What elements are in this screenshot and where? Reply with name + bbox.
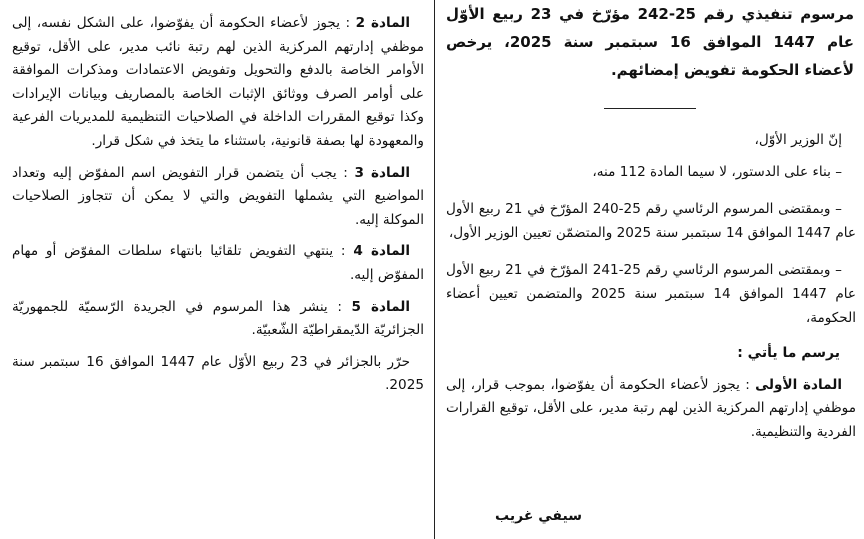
closing-line: حرّر بالجزائر في 23 ربيع الأوّل عام 1447 الموافق 16 سبتمبر سنة 2025.: [12, 353, 424, 394]
article-2: [12, 12, 424, 154]
decree-title: مرسوم تنفيذي رقم 25-242 مؤرّخ في 23 ربيع الأوّل عام 1447 الموافق 16 سبتمبر سنة 2025، يرخص لأعضاء الحكومة تفويض إمضائهم.: [446, 5, 855, 79]
opening-line: إنّ الوزير الأوّل،: [754, 132, 842, 148]
article-4-text: : ينتهي التفويض تلقائيا بانتهاء سلطات المفوّض أو مهام المفوّض إليه.: [12, 243, 424, 283]
article-1-text: : يجوز لأعضاء الحكومة أن يفوّضوا، بموجب قرار، إلى موظفي إدارتهم المركزية الذين لهم رتبة مدير، على الأقل، توقيع القرارات الفردية والتنظيمية.: [446, 376, 856, 440]
article-3-label: المادة 3: [354, 164, 410, 181]
article-3-text: : يجب أن يتضمن قرار التفويض اسم المفوّض إليه وتعداد المواضيع التي يشملها التفويض والتي لا يمكن أن تتجاوز الصلاحيات الموكلة إليه.: [12, 164, 424, 228]
decrees-heading: يرسم ما يأتي :: [737, 345, 840, 362]
article-2-text: : يجوز لأعضاء الحكومة أن يفوّضوا، على الشكل نفسه، إلى موظفي إدارتهم المركزية الذين لهم رتبة نائب مدير، على الأقل، توقيع الأوامر الخاصة بالدفع والتحويل وتفويض الاعتمادات ومذكرات الموافقة على أوامر الصرف ووثائق الإثبات الخاصة بالمصاريف وبيانات الإيرادات وكذا توقيع المقررات الداخلة في الصلاحيات التنظيمية للمديريات الفرعية والمعهودة لها بصفة قانونية، باستثناء ما يتخذ في شكل قرار.: [12, 15, 424, 149]
article-2-label: المادة 2: [355, 15, 410, 31]
article-5: [12, 296, 424, 343]
visa-pm-appointment: – وبمقتضى المرسوم الرئاسي رقم 25-240 المؤرّخ في 21 ربيع الأول عام 1447 الموافق 14 سبتمبر سنة 2025 والمتضمّن تعيين الوزير الأول،: [446, 201, 856, 241]
article-1-label: المادة الأولى: [755, 376, 842, 393]
article-5-text: : ينشر هذا المرسوم في الجريدة الرّسميّة للجمهوريّة الجزائريّة الدّيمقراطيّة الشّعبيّة.: [12, 298, 424, 339]
visa-constitution: – بناء على الدستور، لا سيما المادة 112 منه،: [592, 163, 842, 180]
article-3: [12, 162, 424, 233]
right-column: [446, 0, 856, 539]
article-5-label: المادة 5: [351, 298, 411, 315]
article-4-label: المادة 4: [353, 243, 411, 260]
signature: سيفي غريب: [495, 508, 582, 524]
left-column: [12, 0, 424, 539]
visa-government-appointment: – وبمقتضى المرسوم الرئاسي رقم 25-241 المؤرّخ في 21 ربيع الأول عام 1447 الموافق 14 سبتمبر سنة 2025 والمتضمن تعيين أعضاء الحكومة،: [446, 262, 856, 326]
column-divider: [434, 0, 435, 539]
article-4: [12, 240, 424, 287]
article-1: [446, 374, 856, 445]
title-separator: [604, 108, 696, 109]
